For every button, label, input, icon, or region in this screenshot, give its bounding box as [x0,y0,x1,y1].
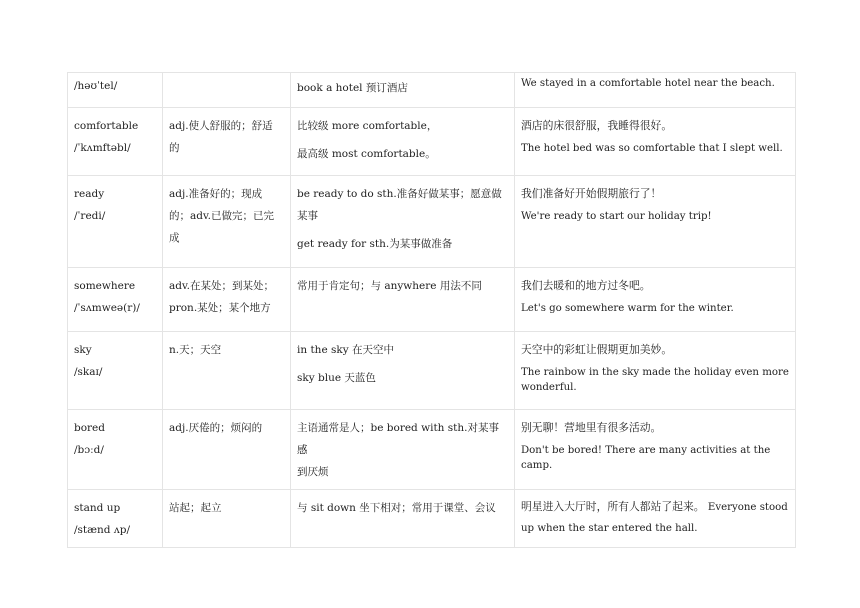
example-en: The rainbow in the sky made the holiday even more wonderful. [521,367,789,393]
word: bored [74,422,105,434]
usage-line: 某事 [297,210,318,222]
meaning-cell [163,73,291,108]
usage-line: 与 sit down 坐下相对；常用于课堂、会议 [297,502,496,514]
example-zh: 别无聊！营地里有很多活动。 [521,421,662,434]
usage-line: book a hotel 预订酒店 [297,82,408,94]
meaning-line: n.天；天空 [169,344,222,356]
example-cell [515,332,796,410]
usage-cell [291,490,515,548]
phonetic: /skaɪ/ [74,366,103,378]
meaning-line: adj.使人舒服的；舒适 [169,120,273,132]
vocabulary-table [67,72,796,548]
example-en: Let's go somewhere warm for the winter. [521,303,734,314]
example-zh: 我们去暖和的地方过冬吧。 [521,279,651,292]
example-cell [515,108,796,176]
usage-line: 到厌烦 [297,466,329,478]
word-cell [68,410,163,490]
example-zh: 酒店的床很舒服，我睡得很好。 [521,119,673,132]
meaning-line: adv.在某处；到某处； [169,280,275,292]
word: ready [74,188,105,200]
phonetic: /stænd ʌp/ [74,524,131,536]
example-zh: 天空中的彩虹让假期更加美妙。 [521,343,673,356]
meaning-line: pron.某处；某个地方 [169,302,271,314]
meaning-cell [163,332,291,410]
usage-cell [291,108,515,176]
meaning-line: adj.准备好的；现成 [169,188,263,200]
example-zh: 我们准备好开始假期旅行了！ [521,187,662,200]
example-cell [515,268,796,332]
usage-line: 比较级 more comfortable， [297,120,438,132]
word-cell [68,490,163,548]
example-cell [515,490,796,548]
meaning-cell [163,490,291,548]
meaning-cell [163,176,291,268]
phonetic: /bɔːd/ [74,444,104,456]
table-row [68,176,796,268]
word-cell [68,73,163,108]
usage-cell [291,268,515,332]
meaning-line: adj.厌倦的；烦闷的 [169,422,263,434]
meaning-line: 的；adv.已做完；已完 [169,210,275,222]
usage-line: get ready for sth.为某事做准备 [297,238,453,250]
meaning-cell [163,410,291,490]
example-en: Everyone stood up when the star entered the hall. [521,502,788,534]
example-en: Don't be bored! There are many activities at the camp. [521,445,771,471]
table-row [68,410,796,490]
table-row [68,332,796,410]
example-cell [515,176,796,268]
usage-line: 常用于肯定句；与 anywhere 用法不同 [297,280,482,292]
table-row [68,73,796,108]
word: comfortable [74,120,139,132]
phonetic: /ˈkʌmftəbl/ [74,142,131,154]
word: somewhere [74,280,136,292]
word: sky [74,344,92,356]
example-cell [515,73,796,108]
example-en: We're ready to start our holiday trip! [521,211,712,222]
usage-line: in the sky 在天空中 [297,344,395,356]
meaning-cell [163,268,291,332]
meaning-line: 成 [169,232,180,244]
usage-cell [291,410,515,490]
word-cell [68,268,163,332]
table-row [68,108,796,176]
phonetic: /ˈsʌmweə(r)/ [74,302,140,314]
word-cell [68,108,163,176]
word-cell [68,332,163,410]
phonetic: /həʊˈtel/ [74,80,118,92]
usage-line: 最高级 most comfortable。 [297,148,436,160]
usage-cell [291,332,515,410]
example-en: We stayed in a comfortable hotel near the beach. [521,78,775,89]
meaning-line: 的 [169,142,180,154]
usage-cell [291,73,515,108]
example-cell [515,410,796,490]
meaning-cell [163,108,291,176]
usage-line: 主语通常是人；be bored with sth.对某事感 [297,422,499,456]
meaning-line: 站起；起立 [169,502,222,514]
usage-cell [291,176,515,268]
word: stand up [74,502,121,514]
usage-line: sky blue 天蓝色 [297,372,376,384]
usage-line: be ready to do sth.准备好做某事；愿意做 [297,188,502,200]
table-row [68,490,796,548]
table-row [68,268,796,332]
word-cell [68,176,163,268]
example-zh: 明星进入大厅时，所有人都站了起来。 [521,500,705,513]
example-en: The hotel bed was so comfortable that I slept well. [521,143,783,154]
phonetic: /ˈredi/ [74,210,106,222]
